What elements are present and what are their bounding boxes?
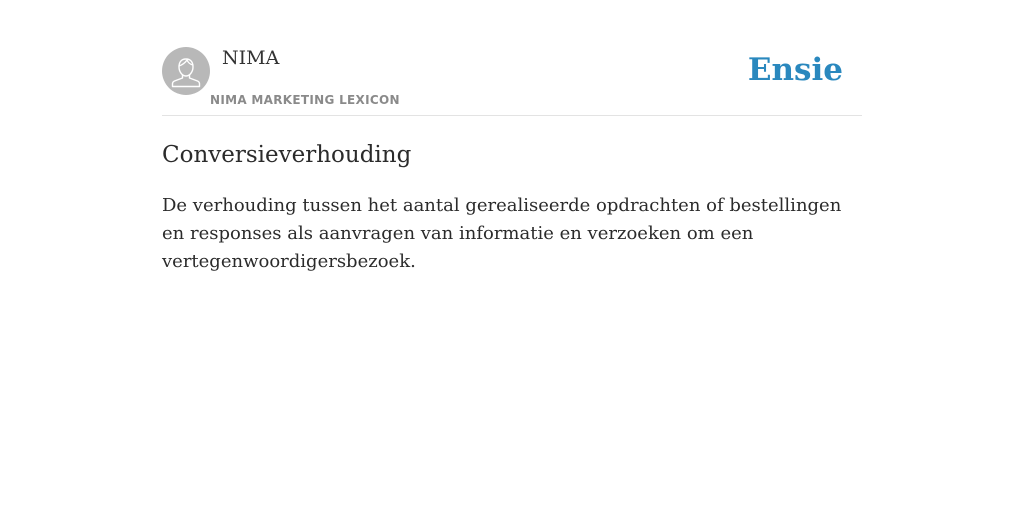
user-silhouette-icon [162, 47, 210, 95]
lexicon-card [162, 46, 862, 276]
author-name[interactable]: NIMA [222, 47, 280, 69]
term-title: Conversieverhouding [162, 142, 412, 168]
source-label[interactable]: NIMA MARKETING LEXICON [210, 93, 400, 107]
brand-logo[interactable]: Ensie [747, 52, 843, 88]
author-avatar[interactable] [162, 47, 210, 95]
card-header [162, 46, 862, 116]
term-definition: De verhouding tussen het aantal gerealiseerde opdrachten of bestellingen en responses als aanvragen van informatie en verzoeken om een vertegenwoordigersbezoek. [162, 195, 842, 272]
